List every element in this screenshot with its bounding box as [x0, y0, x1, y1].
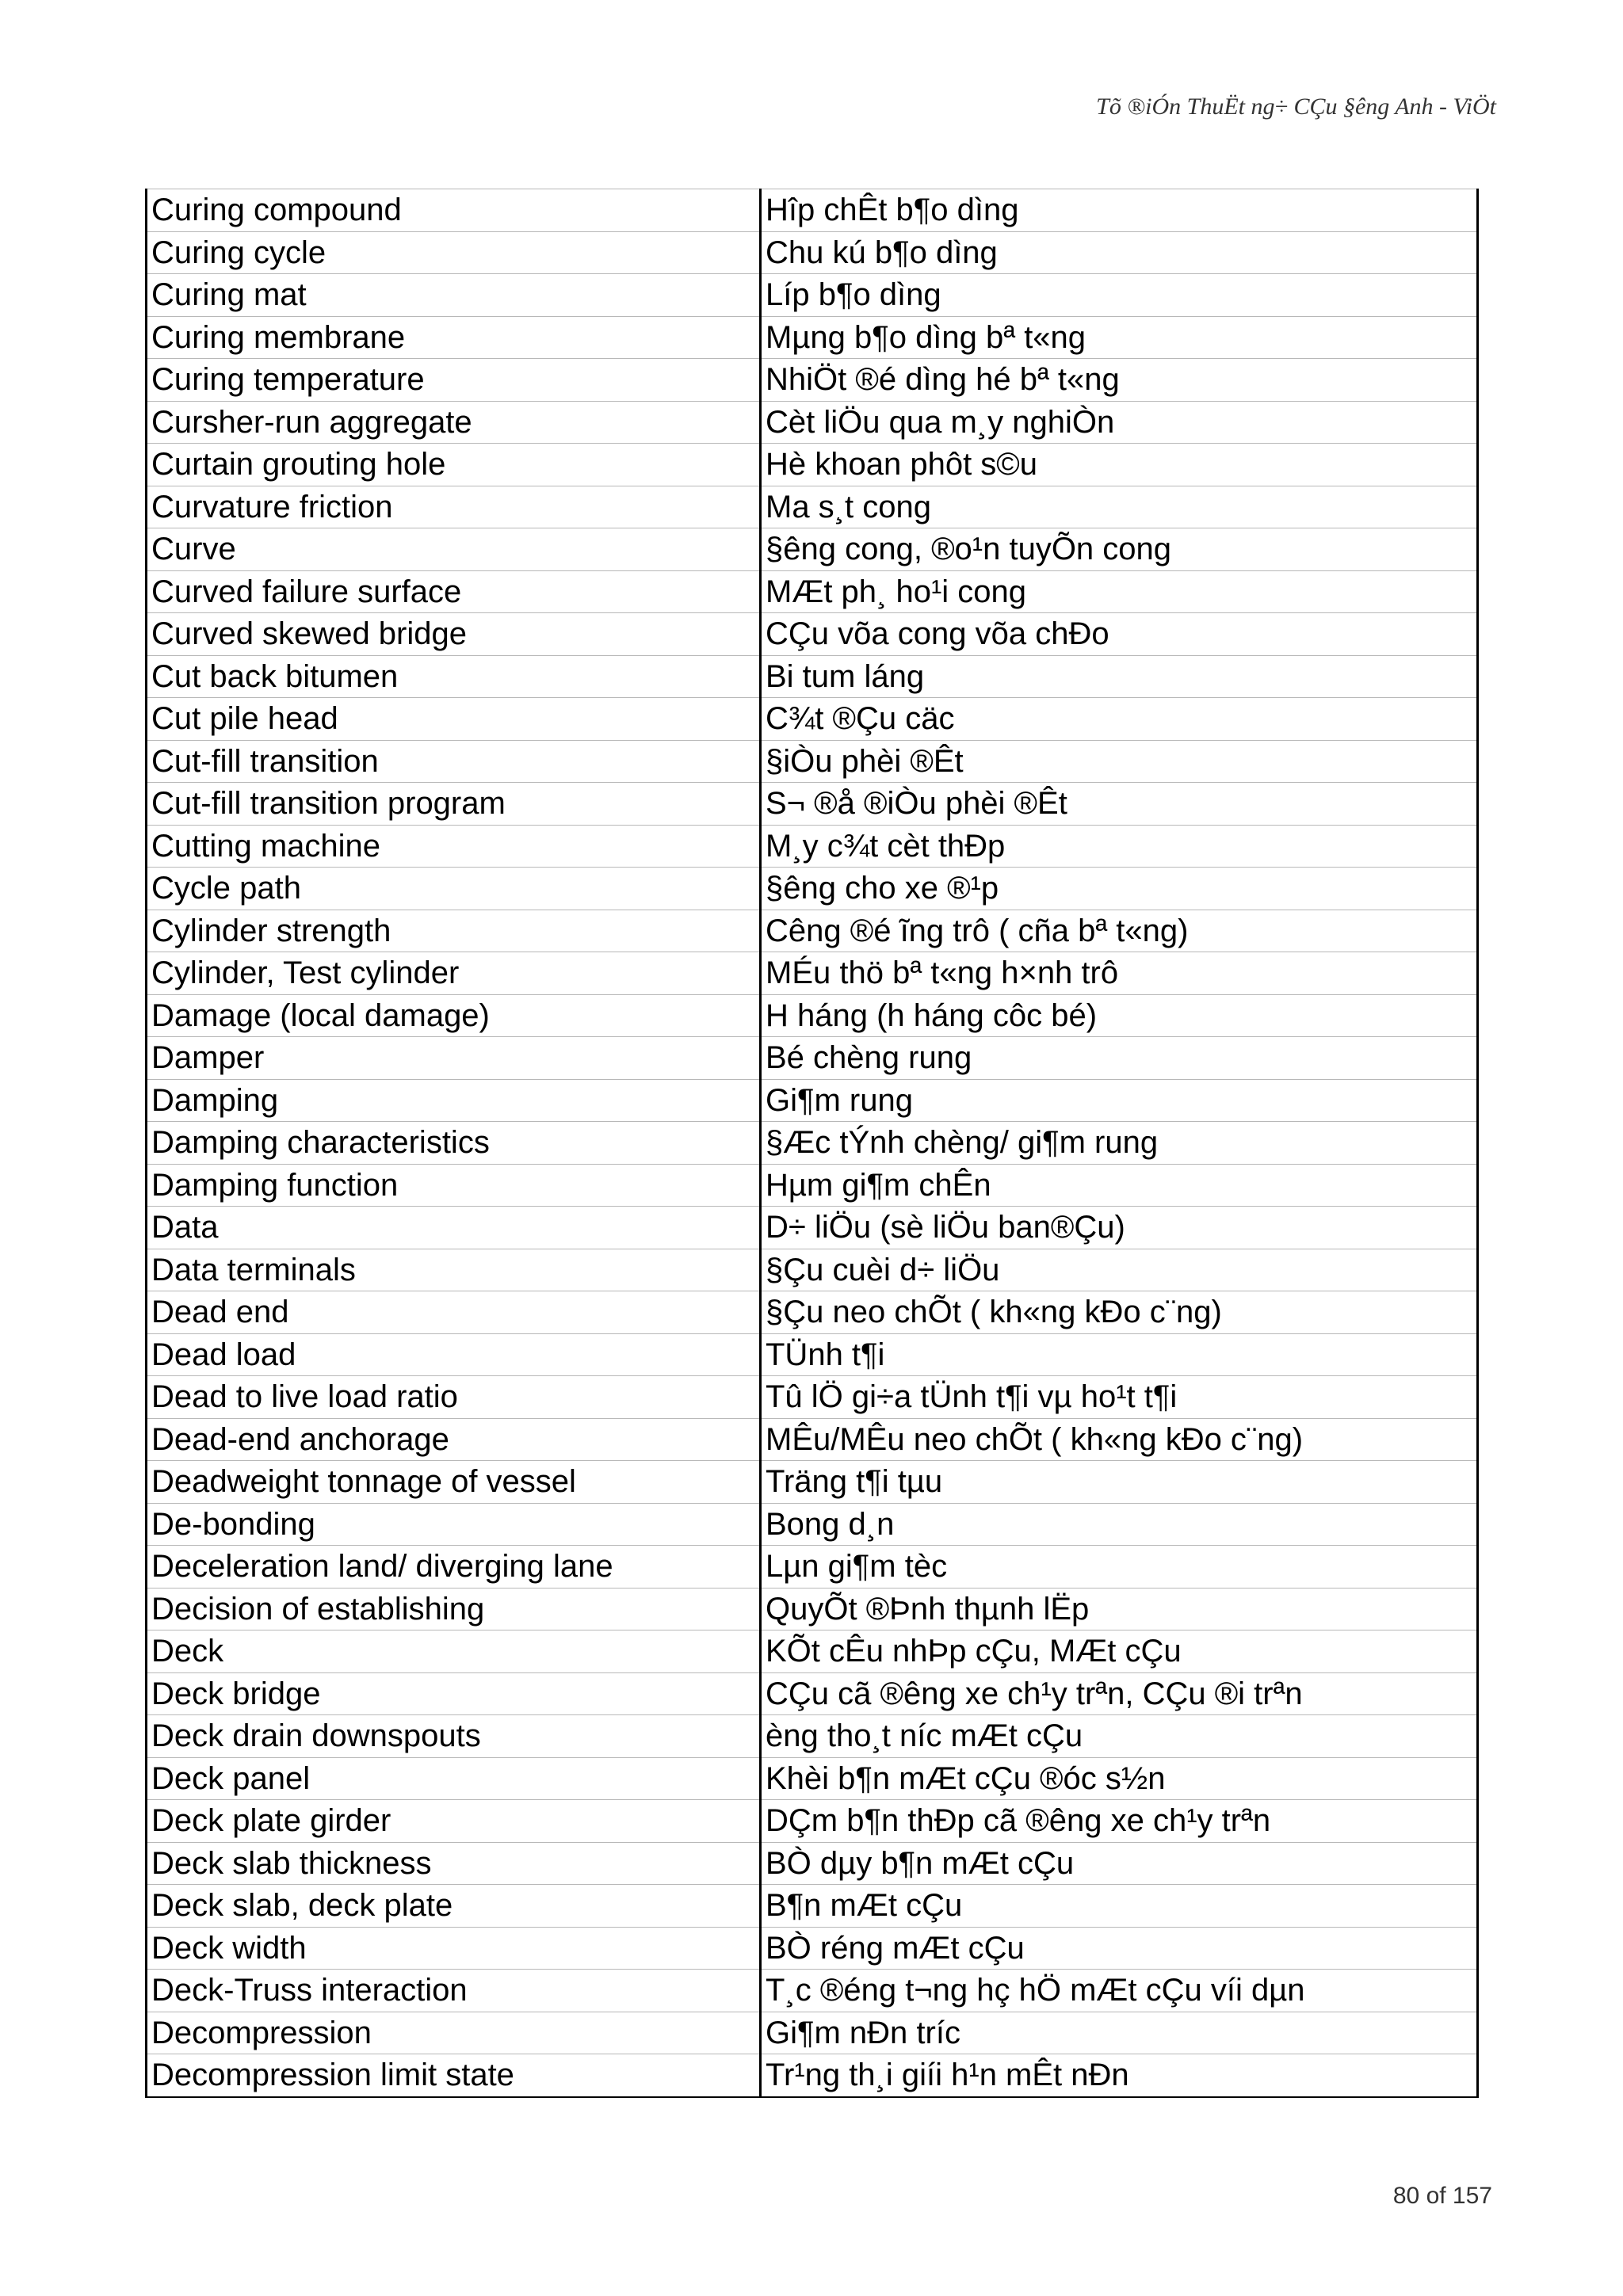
english-term: Cylinder, Test cylinder: [147, 952, 761, 995]
table-row: [147, 401, 1478, 444]
english-term: Curved skewed bridge: [147, 613, 761, 656]
english-term: Cylinder strength: [147, 910, 761, 952]
table-row: [147, 1376, 1478, 1419]
english-term: Deck slab, deck plate: [147, 1885, 761, 1928]
table-row: [147, 486, 1478, 528]
english-term: Deadweight tonnage of vessel: [147, 1461, 761, 1504]
table-row: [147, 1333, 1478, 1376]
english-term: Cut-fill transition: [147, 740, 761, 783]
english-term: Deck bridge: [147, 1672, 761, 1715]
vietnamese-term: NhiÖt ®é dìng hé bª t«ng: [761, 359, 1478, 402]
english-term: Cut back bitumen: [147, 655, 761, 698]
table-row: [147, 274, 1478, 317]
english-term: Curve: [147, 528, 761, 571]
vietnamese-term: §Æc tÝnh chèng/ gi¶m rung: [761, 1122, 1478, 1165]
table-row: [147, 1630, 1478, 1673]
english-term: Deck width: [147, 1927, 761, 1970]
page-number: 80 of 157: [1392, 2183, 1492, 2209]
table-row: [147, 1885, 1478, 1928]
vietnamese-term: CÇu cã ®êng xe ch¹y trªn, CÇu ®i trªn: [761, 1672, 1478, 1715]
vietnamese-term: B¶n mÆt cÇu: [761, 1885, 1478, 1928]
table-row: [147, 655, 1478, 698]
vietnamese-term: Khèi b¶n mÆt cÇu ®óc s½n: [761, 1757, 1478, 1800]
table-row: [147, 570, 1478, 613]
english-term: Decision of establishing: [147, 1588, 761, 1630]
table-row: [147, 1970, 1478, 2012]
table-row: [147, 1418, 1478, 1461]
table-row: [147, 613, 1478, 656]
table-row: [147, 231, 1478, 274]
vietnamese-term: §Çu neo chÕt ( kh«ng kÐo c¨ng): [761, 1291, 1478, 1334]
vietnamese-term: Líp b¶o dìng: [761, 274, 1478, 317]
english-term: Cursher-run aggregate: [147, 401, 761, 444]
vietnamese-term: Hè khoan phôt s©u: [761, 444, 1478, 486]
english-term: Damping: [147, 1079, 761, 1122]
vietnamese-term: §iÒu phèi ®Êt: [761, 740, 1478, 783]
table-row: [147, 868, 1478, 910]
vietnamese-term: Hîp chÊt b¶o dìng: [761, 189, 1478, 232]
vietnamese-term: T¸c ®éng t¬ng hç hÖ mÆt cÇu víi dµn: [761, 1970, 1478, 2012]
glossary-table-body: [147, 189, 1478, 2097]
table-row: [147, 1249, 1478, 1291]
table-row: [147, 1672, 1478, 1715]
table-row: [147, 1207, 1478, 1249]
english-term: Cutting machine: [147, 825, 761, 868]
table-row: [147, 1546, 1478, 1589]
table-row: [147, 528, 1478, 571]
english-term: Curing membrane: [147, 316, 761, 359]
table-row: [147, 1291, 1478, 1334]
vietnamese-term: Cêng ®é ĩng trô ( cña bª t«ng): [761, 910, 1478, 952]
vietnamese-term: Chu kú b¶o dìng: [761, 231, 1478, 274]
table-row: [147, 1588, 1478, 1630]
vietnamese-term: DÇm b¶n thÐp cã ®êng xe ch¹y trªn: [761, 1800, 1478, 1843]
english-term: Dead end: [147, 1291, 761, 1334]
vietnamese-term: Lµn gi¶m tèc: [761, 1546, 1478, 1589]
vietnamese-term: Tû lÖ gi÷a tÜnh t¶i vµ ho¹t t¶i: [761, 1376, 1478, 1419]
english-term: Deck-Truss interaction: [147, 1970, 761, 2012]
table-row: [147, 2054, 1478, 2097]
vietnamese-term: QuyÕt ®Þnh thµnh lËp: [761, 1588, 1478, 1630]
english-term: Decompression: [147, 2012, 761, 2054]
vietnamese-term: S¬ ®å ®iÒu phèi ®Êt: [761, 783, 1478, 826]
glossary-table: [145, 189, 1479, 2098]
english-term: De-bonding: [147, 1503, 761, 1546]
vietnamese-term: Ma s¸t cong: [761, 486, 1478, 528]
vietnamese-term: MÊu/MÊu neo chÕt ( kh«ng kÐo c¨ng): [761, 1418, 1478, 1461]
english-term: Damper: [147, 1037, 761, 1080]
english-term: Decompression limit state: [147, 2054, 761, 2097]
table-row: [147, 1037, 1478, 1080]
vietnamese-term: Träng t¶i tµu: [761, 1461, 1478, 1504]
vietnamese-term: §êng cong, ®o¹n tuyÕn cong: [761, 528, 1478, 571]
english-term: Curing mat: [147, 274, 761, 317]
table-row: [147, 994, 1478, 1037]
english-term: Curved failure surface: [147, 570, 761, 613]
vietnamese-term: C¾t ®Çu cäc: [761, 698, 1478, 741]
vietnamese-term: M¸y c¾t cèt thÐp: [761, 825, 1478, 868]
english-term: Cut pile head: [147, 698, 761, 741]
vietnamese-term: MÉu thö bª t«ng h×nh trô: [761, 952, 1478, 995]
table-row: [147, 2012, 1478, 2054]
english-term: Data: [147, 1207, 761, 1249]
table-row: [147, 316, 1478, 359]
vietnamese-term: BÒ dµy b¶n mÆt cÇu: [761, 1842, 1478, 1885]
vietnamese-term: H háng (h háng côc bé): [761, 994, 1478, 1037]
table-row: [147, 740, 1478, 783]
vietnamese-term: §êng cho xe ®¹p: [761, 868, 1478, 910]
vietnamese-term: Hµm gi¶m chÊn: [761, 1164, 1478, 1207]
english-term: Deceleration land/ diverging lane: [147, 1546, 761, 1589]
table-row: [147, 783, 1478, 826]
table-row: [147, 1461, 1478, 1504]
english-term: Damping function: [147, 1164, 761, 1207]
vietnamese-term: BÒ réng mÆt cÇu: [761, 1927, 1478, 1970]
table-row: [147, 444, 1478, 486]
english-term: Dead-end anchorage: [147, 1418, 761, 1461]
table-row: [147, 1757, 1478, 1800]
english-term: Data terminals: [147, 1249, 761, 1291]
vietnamese-term: Bong d¸n: [761, 1503, 1478, 1546]
english-term: Damping characteristics: [147, 1122, 761, 1165]
table-row: [147, 952, 1478, 995]
vietnamese-term: Bi tum láng: [761, 655, 1478, 698]
vietnamese-term: Tr¹ng th¸i giíi h¹n mÊt nÐn: [761, 2054, 1478, 2097]
english-term: Deck panel: [147, 1757, 761, 1800]
vietnamese-term: Gi¶m nÐn tríc: [761, 2012, 1478, 2054]
table-row: [147, 1715, 1478, 1758]
vietnamese-term: §Çu cuèi d÷ liÖu: [761, 1249, 1478, 1291]
vietnamese-term: CÇu võa cong võa chÐo: [761, 613, 1478, 656]
english-term: Curing cycle: [147, 231, 761, 274]
english-term: Curvature friction: [147, 486, 761, 528]
english-term: Deck plate girder: [147, 1800, 761, 1843]
table-row: [147, 359, 1478, 402]
table-row: [147, 189, 1478, 232]
table-row: [147, 1503, 1478, 1546]
table-row: [147, 1164, 1478, 1207]
vietnamese-term: Cèt liÖu qua m¸y nghiÒn: [761, 401, 1478, 444]
english-term: Deck drain downspouts: [147, 1715, 761, 1758]
english-term: Dead to live load ratio: [147, 1376, 761, 1419]
vietnamese-term: D÷ liÖu (sè liÖu ban®Çu): [761, 1207, 1478, 1249]
table-row: [147, 1800, 1478, 1843]
english-term: Curtain grouting hole: [147, 444, 761, 486]
english-term: Dead load: [147, 1333, 761, 1376]
table-row: [147, 1927, 1478, 1970]
english-term: Cycle path: [147, 868, 761, 910]
table-row: [147, 1842, 1478, 1885]
english-term: Curing temperature: [147, 359, 761, 402]
vietnamese-term: KÕt cÊu nhÞp cÇu, MÆt cÇu: [761, 1630, 1478, 1673]
table-row: [147, 1122, 1478, 1165]
english-term: Damage (local damage): [147, 994, 761, 1037]
vietnamese-term: Bé chèng rung: [761, 1037, 1478, 1080]
english-term: Deck slab thickness: [147, 1842, 761, 1885]
vietnamese-term: èng tho¸t níc mÆt cÇu: [761, 1715, 1478, 1758]
vietnamese-term: Gi¶m rung: [761, 1079, 1478, 1122]
table-row: [147, 698, 1478, 741]
table-row: [147, 910, 1478, 952]
english-term: Cut-fill transition program: [147, 783, 761, 826]
page-header-title: Tõ ®iÓn ThuËt ng÷ CÇu §êng Anh - ViÖt: [1096, 93, 1496, 120]
english-term: Deck: [147, 1630, 761, 1673]
english-term: Curing compound: [147, 189, 761, 232]
table-row: [147, 1079, 1478, 1122]
vietnamese-term: MÆt ph¸ ho¹i cong: [761, 570, 1478, 613]
vietnamese-term: TÜnh t¶i: [761, 1333, 1478, 1376]
table-row: [147, 825, 1478, 868]
vietnamese-term: Mµng b¶o dìng bª t«ng: [761, 316, 1478, 359]
